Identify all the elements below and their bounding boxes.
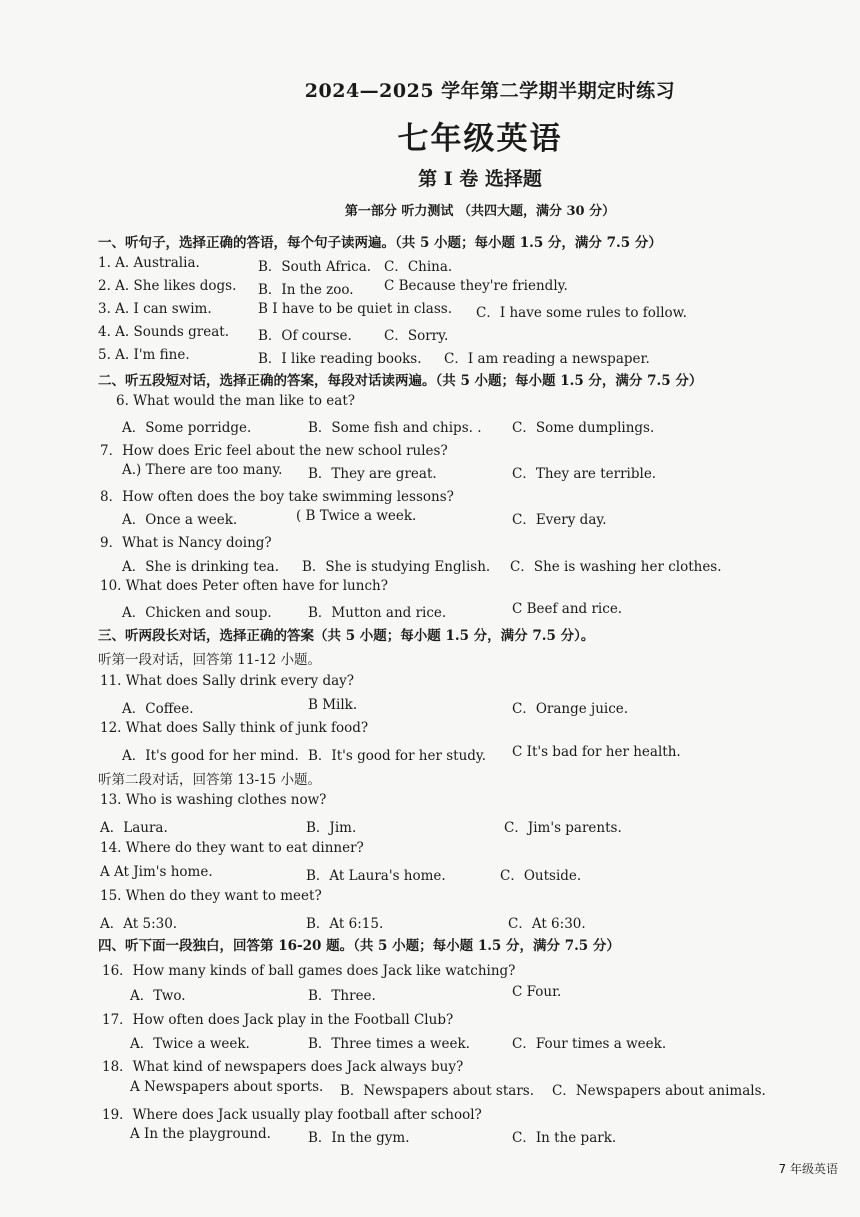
question-17-options: A．Twice a week. B．Three times a week. C．Four times a week. — [130, 1036, 667, 1052]
question-10-options: A．Chicken and soup. B．Mutton and rice. C Beef and rice. — [122, 601, 623, 621]
question-15-options: A．At 5:30. B．At 6:15. C．At 6:30. — [100, 916, 586, 932]
question-18: 18．What kind of newspapers does Jack always buy? — [102, 1059, 464, 1075]
question-3: 3. A. I can swim. B I have to be quiet in class. C．I have some rules to follow. — [98, 301, 687, 321]
section2-heading: 二、听五段短对话，选择正确的答案，每段对话读两遍。（共 5 小题；每小题 1.5 分，满分 7.5 分） — [98, 373, 703, 389]
question-7: 7．How does Eric feel about the new school rules? — [100, 443, 448, 459]
question-8-options: A．Once a week. ( B Twice a week. C．Every day. — [122, 508, 607, 528]
question-15: 15. When do they want to meet? — [100, 888, 322, 904]
question-6-options: A．Some porridge. B．Some fish and chips. . C．Some dumplings. — [122, 420, 655, 436]
exam-subject: 七年级英语 — [397, 121, 563, 157]
section3-sub1: 听第一段对话，回答第 11-12 小题。 — [98, 652, 322, 668]
exam-title-line: 2024—2025 学年第二学期半期定时练习 — [304, 80, 676, 102]
question-16: 16．How many kinds of ball games does Jack like watching? — [102, 963, 516, 979]
section4-heading: 四、听下面一段独白，回答第 16-20 题。（共 5 小题；每小题 1.5 分，满分 7.5 分） — [98, 938, 620, 954]
question-6: 6. What would the man like to eat? — [116, 393, 356, 409]
page-footer: 7 年级英语 — [778, 1162, 838, 1176]
part-title: 第一部分 听力测试 （共四大题，满分 30 分） — [344, 204, 616, 219]
question-9: 9．What is Nancy doing? — [100, 535, 272, 551]
question-18-options: A Newspapers about sports. B．Newspapers about stars. C．Newspapers about animals. — [130, 1079, 766, 1099]
question-4: 4. A. Sounds great. B．Of course. C．Sorry. — [98, 324, 449, 344]
question-19-options: A In the playground. B．In the gym. C．In the park. — [130, 1126, 617, 1146]
question-19: 19．Where does Jack usually play football after school? — [102, 1107, 482, 1123]
question-17: 17．How often does Jack play in the Football Club? — [102, 1012, 454, 1028]
section3-heading: 三、听两段长对话，选择正确的答案（共 5 小题；每小题 1.5 分，满分 7.5 分）。 — [98, 628, 595, 644]
question-7-options: A.) There are too many. B．They are great. C．They are terrible. — [122, 462, 657, 482]
section1-heading: 一、听句子，选择正确的答语，每个句子读两遍。（共 5 小题；每小题 1.5 分，满分 7.5 分） — [98, 235, 662, 251]
question-1: 1. A. Australia. B．South Africa. C．China. — [98, 255, 453, 275]
volume-title: 第 I 卷 选择题 — [418, 168, 542, 190]
question-9-options: A．She is drinking tea. B．She is studying English. C．She is washing her clothes. — [122, 559, 722, 575]
question-2: 2. A. She likes dogs. B．In the zoo. C Because they're friendly. — [98, 278, 568, 298]
question-10: 10. What does Peter often have for lunch? — [100, 578, 388, 594]
question-11: 11. What does Sally drink every day? — [100, 673, 355, 689]
question-13: 13. Who is washing clothes now? — [100, 792, 327, 808]
question-12: 12. What does Sally think of junk food? — [100, 720, 369, 736]
question-16-options: A．Two. B．Three. C Four. — [130, 984, 562, 1004]
section3-sub2: 听第二段对话，回答第 13-15 小题。 — [98, 772, 322, 788]
question-5: 5. A. I'm fine. B．I like reading books. C．I am reading a newspaper. — [98, 347, 650, 367]
question-13-options: A．Laura. B．Jim. C．Jim's parents. — [100, 820, 622, 836]
question-11-options: A．Coffee. B Milk. C．Orange juice. — [122, 697, 629, 717]
question-14-options: A At Jim's home. B．At Laura's home. C．Outside. — [100, 864, 582, 884]
question-12-options: A．It's good for her mind. B．It's good for her study. C It's bad for her health. — [122, 744, 681, 764]
question-8: 8．How often does the boy take swimming lessons? — [100, 489, 454, 505]
question-14: 14. Where do they want to eat dinner? — [100, 840, 364, 856]
